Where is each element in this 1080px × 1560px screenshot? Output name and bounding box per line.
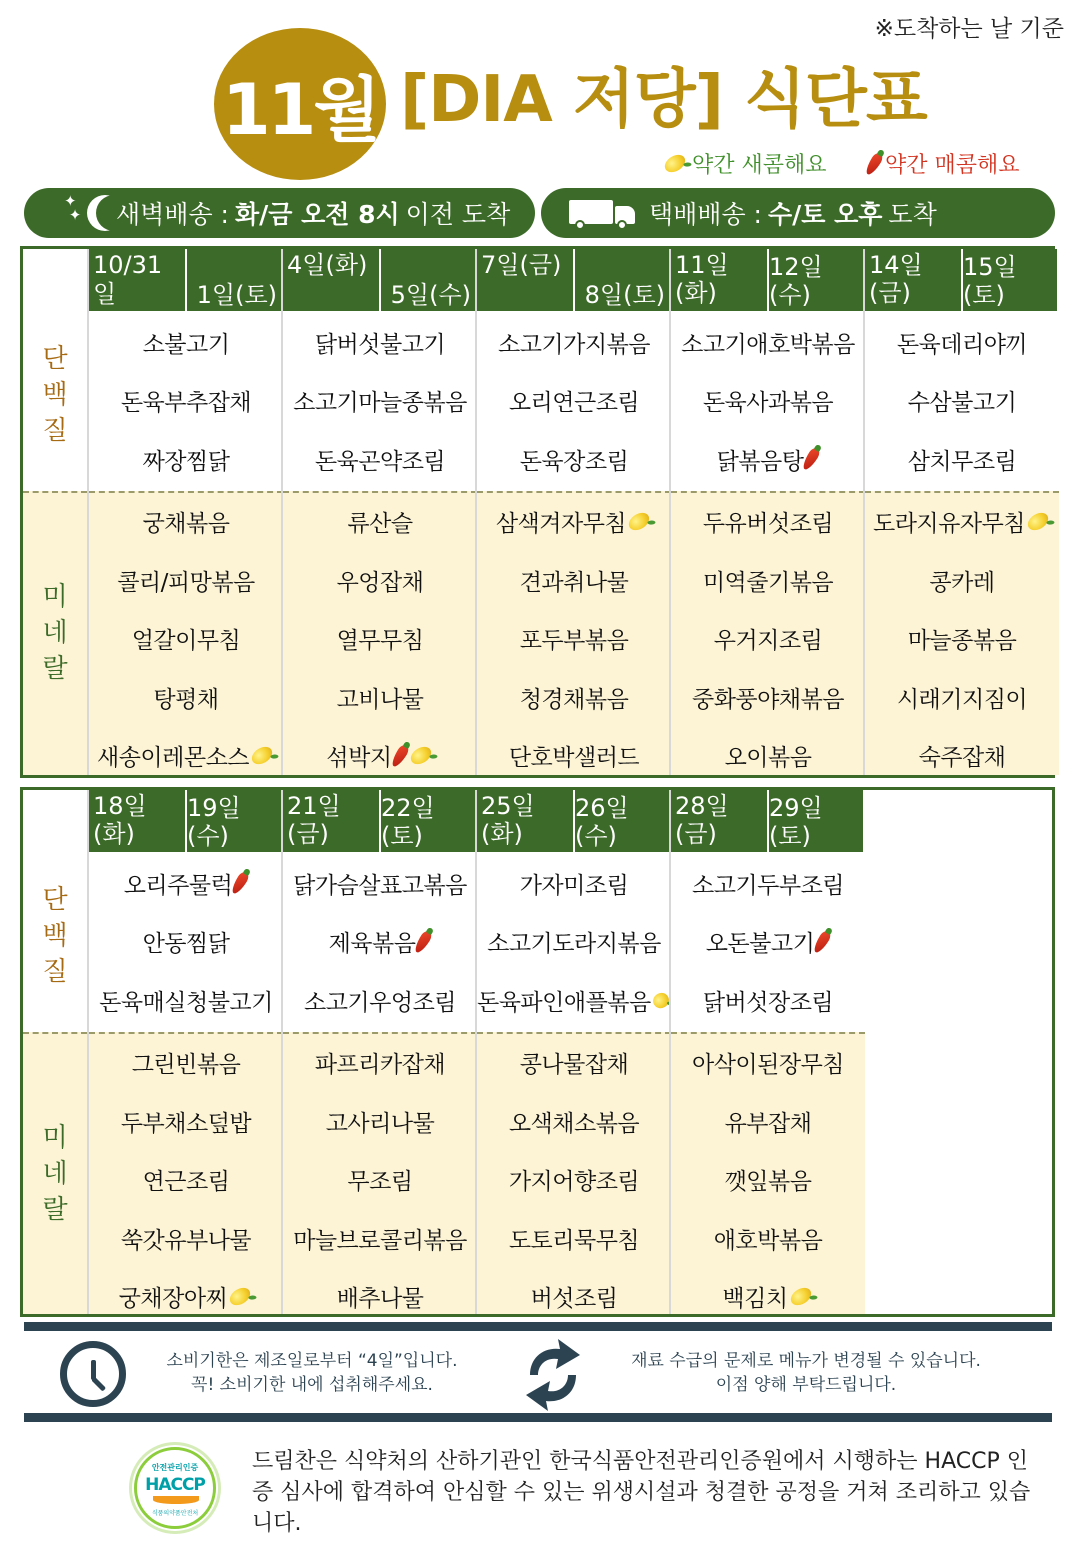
lemon-icon: [227, 1285, 254, 1309]
mineral-menu-item: [283, 1034, 477, 1093]
page-title: [DIA 저당] 식단표: [400, 63, 927, 137]
date-header: [477, 790, 669, 852]
menu-item-name: 두부채소덮밥: [120, 1110, 252, 1137]
mineral-menu-item: [671, 610, 865, 669]
date-header: [671, 790, 863, 852]
parcel-days: 수/토 오후: [767, 200, 883, 229]
protein-menu-item: [671, 971, 865, 1030]
protein-menu-item: [283, 313, 477, 372]
category-label-column: [23, 249, 87, 775]
menu-item-name: 수삼불고기: [907, 390, 1017, 417]
mineral-menu-item: [477, 1092, 671, 1151]
menu-item-name: 소고기도라지볶음: [487, 931, 661, 958]
mineral-menu-item: [89, 1209, 283, 1268]
protein-menu-item: [89, 430, 283, 489]
haccp-bottom-text: 식품의약품안전처: [151, 1510, 199, 1517]
parcel-delivery-date: 26일(수): [575, 794, 629, 850]
category-label-column: [23, 790, 87, 1314]
menu-item-name: 오리주물럭: [123, 872, 233, 899]
mineral-menu-item: [671, 1209, 865, 1268]
info-bar: [24, 1322, 1052, 1422]
mineral-menu-item: [89, 1151, 283, 1210]
menu-item-name: 삼치무조림: [907, 448, 1017, 475]
menu-item-name: 쑥갓유부나물: [120, 1227, 252, 1254]
lemon-icon: [249, 744, 276, 768]
mineral-menu-item: [671, 1034, 865, 1093]
menu-item-name: 배추나물: [336, 1286, 424, 1313]
mineral-menu-item: [477, 1209, 671, 1268]
lemon-icon: [1025, 510, 1052, 534]
mineral-menu-item: [89, 727, 283, 786]
menu-item-name: 오리연근조림: [508, 390, 640, 417]
menu-item-name: 섞박지: [326, 745, 392, 772]
menu-item-name: 돈육데리야끼: [896, 331, 1028, 358]
day-column: [863, 249, 1057, 775]
stars-icon: ✦ ✦: [64, 192, 82, 224]
shelf-life-line2: 꼭! 소비기한 내에 섭취해주세요.: [191, 1375, 433, 1395]
dawn-delivery-date: 28일(금): [675, 792, 729, 848]
protein-menu-item: [671, 430, 865, 489]
menu-item-name: 애호박볶음: [713, 1227, 823, 1254]
dawn-delivery-date: 11일(화): [675, 251, 729, 307]
menu-item-name: 무조림: [347, 1169, 413, 1196]
dawn-delivery-date: 14일(금): [869, 251, 923, 307]
protein-label: 단 백 질: [42, 885, 68, 987]
protein-menu-item: [477, 430, 671, 489]
menu-item-name: 아삭이된장무침: [691, 1052, 845, 1079]
shelf-life-line1: 소비기한은 제조일로부터 “4일”입니다.: [166, 1351, 458, 1371]
day-column: [281, 790, 475, 1314]
menu-item-name: 마늘종볶음: [907, 628, 1017, 655]
menu-item-name: 단호박샐러드: [508, 745, 640, 772]
menu-item-name: 탕평채: [153, 686, 219, 713]
protein-menu-item: [89, 313, 283, 372]
legend-fresh-label: 약간 새콤해요: [692, 153, 827, 178]
month-badge: [214, 28, 386, 180]
chili-pepper-icon: [801, 446, 822, 472]
month-label: 11월: [221, 68, 379, 151]
menu-item-name: 삼색겨자무침: [495, 511, 627, 538]
mineral-menu-item: [89, 493, 283, 552]
protein-menu-item: [865, 430, 1059, 489]
protein-menu-item: [671, 372, 865, 431]
menu-item-name: 열무무침: [336, 628, 424, 655]
lemon-icon: [662, 151, 689, 175]
haccp-logo: [134, 1447, 216, 1529]
mineral-menu-item: [89, 668, 283, 727]
lemon-icon: [787, 1285, 814, 1309]
mineral-menu-item: [477, 727, 671, 786]
menu-item-name: 청경채볶음: [519, 686, 629, 713]
refresh-arrows-icon: [518, 1337, 588, 1413]
menu-item-name: 중화풍야채볶음: [691, 686, 845, 713]
menu-change-note: [596, 1349, 1016, 1397]
protein-menu-item: [283, 430, 477, 489]
menu-item-name: 콜리/피망볶음: [117, 569, 255, 596]
mineral-menu-item: [283, 493, 477, 552]
protein-menu-item: [89, 854, 283, 913]
protein-menu-item: [283, 971, 477, 1030]
dawn-delivery-banner: [24, 188, 535, 238]
legend-fresh: [662, 148, 827, 179]
protein-menu-item: [671, 913, 865, 972]
mineral-menu-item: [477, 1268, 671, 1327]
day-column: [87, 249, 281, 775]
dawn-delivery-date: 7일(금): [481, 251, 562, 279]
menu-item-name: 연근조림: [142, 1169, 230, 1196]
menu-item-name: 닭볶음탕: [716, 448, 804, 475]
menu-item-name: 안동찜닭: [142, 931, 230, 958]
menu-item-name: 오색채소볶음: [508, 1110, 640, 1137]
menu-item-name: 파프리카잡채: [314, 1052, 446, 1079]
date-header: [671, 249, 863, 311]
menu-item-name: 두유버섯조림: [702, 511, 834, 538]
day-column: [281, 249, 475, 775]
mineral-menu-item: [865, 493, 1059, 552]
menu-table-week1: [20, 246, 1055, 778]
date-header: [283, 249, 475, 311]
dawn-delivery-date: 21일(금): [287, 792, 341, 848]
menu-item-name: 미역줄기볶음: [702, 569, 834, 596]
protein-menu-item: [477, 913, 671, 972]
mineral-menu-item: [283, 610, 477, 669]
chili-pepper-icon: [413, 929, 434, 955]
mineral-menu-item: [671, 551, 865, 610]
menu-item-name: 돈육부추잡채: [120, 390, 252, 417]
mineral-menu-item: [89, 551, 283, 610]
mineral-menu-item: [89, 1092, 283, 1151]
menu-item-name: 소고기우엉조림: [303, 989, 457, 1016]
menu-item-name: 백김치: [722, 1286, 788, 1313]
parcel-delivery-date: 5일(수): [390, 281, 471, 309]
protein-menu-item: [89, 913, 283, 972]
legend-spicy: [866, 148, 1020, 179]
parcel-delivery-banner: [541, 188, 1055, 238]
menu-item-name: 짜장찜닭: [142, 448, 230, 475]
mineral-menu-item: [671, 1151, 865, 1210]
menu-item-name: 돈육파인애플볶음: [477, 989, 651, 1016]
menu-item-name: 궁채볶음: [142, 511, 230, 538]
menu-item-name: 얼갈이무침: [131, 628, 241, 655]
mineral-menu-item: [865, 610, 1059, 669]
protein-menu-item: [283, 372, 477, 431]
menu-item-name: 시래기지짐이: [896, 686, 1028, 713]
menu-change-line2: 이점 양해 부탁드립니다.: [715, 1375, 897, 1395]
parcel-label: 택배배송 :: [649, 200, 762, 229]
menu-item-name: 고사리나물: [325, 1110, 435, 1137]
menu-item-name: 콩카레: [929, 569, 995, 596]
menu-item-name: 소고기두부조림: [691, 872, 845, 899]
dawn-delivery-date: 4일(화): [287, 251, 368, 279]
menu-item-name: 소불고기: [142, 331, 230, 358]
parcel-delivery-date: 8일(토): [584, 281, 665, 309]
protein-menu-item: [865, 313, 1059, 372]
day-column: [87, 790, 281, 1314]
menu-item-name: 닭가슴살표고볶음: [293, 872, 467, 899]
protein-menu-item: [477, 971, 671, 1030]
parcel-delivery-date: 29일(토): [769, 794, 823, 850]
menu-item-name: 제육볶음: [328, 931, 416, 958]
menu-item-name: 포두부볶음: [519, 628, 629, 655]
arrival-basis-note: ※도착하는 날 기준: [874, 16, 1064, 42]
date-header: [89, 790, 281, 852]
protein-menu-item: [477, 372, 671, 431]
haccp-main-text: HACCP: [145, 1475, 205, 1495]
mineral-label: 미 네 랄: [42, 581, 68, 684]
dawn-delivery-date: 25일(화): [481, 792, 535, 848]
mineral-menu-item: [865, 727, 1059, 786]
menu-item-name: 소고기가지볶음: [497, 331, 651, 358]
menu-item-name: 돈육장조림: [519, 448, 629, 475]
mineral-menu-item: [477, 668, 671, 727]
mineral-menu-item: [283, 1151, 477, 1210]
mineral-menu-item: [865, 668, 1059, 727]
mineral-label: 미 네 랄: [42, 1122, 68, 1225]
chili-pepper-icon: [230, 870, 251, 896]
day-column: [669, 249, 863, 775]
chili-pepper-icon: [812, 929, 833, 955]
menu-item-name: 견과취나물: [519, 569, 629, 596]
mineral-menu-item: [89, 610, 283, 669]
chili-pepper-icon: [389, 743, 410, 769]
menu-table-week2: [20, 787, 1055, 1317]
menu-item-name: 오돈불고기: [705, 931, 815, 958]
dawn-suffix: 이전 도착: [405, 200, 511, 229]
menu-item-name: 닭버섯불고기: [314, 331, 446, 358]
haccp-top-text: 안전관리인증: [151, 1463, 199, 1472]
menu-item-name: 고비나물: [336, 686, 424, 713]
parcel-delivery-date: 22일(토): [381, 794, 435, 850]
parcel-delivery-date: 15일(토): [963, 253, 1017, 309]
menu-item-name: 도라지유자무침: [872, 511, 1026, 538]
parcel-delivery-date: 19일(수): [187, 794, 241, 850]
menu-change-line1: 재료 수급의 문제로 메뉴가 변경될 수 있습니다.: [631, 1351, 981, 1371]
menu-item-name: 그린빈볶음: [131, 1052, 241, 1079]
mineral-menu-item: [671, 668, 865, 727]
menu-item-name: 버섯조림: [530, 1286, 618, 1313]
date-header: [477, 249, 669, 311]
menu-item-name: 소고기마늘종볶음: [293, 390, 467, 417]
mineral-menu-item: [283, 668, 477, 727]
protein-menu-item: [671, 313, 865, 372]
lemon-icon: [407, 744, 434, 768]
menu-item-name: 류산슬: [347, 511, 413, 538]
haccp-statement: 드림찬은 식약처의 산하기관인 한국식품안전관리인증원에서 시행하는 HACCP 인증 심사에 합격하여 안심할 수 있는 위생시설과 청결한 공정을 거쳐 조리하고 있습니다.: [252, 1449, 1031, 1536]
protein-label: 단 백 질: [42, 344, 68, 446]
dawn-label: 새벽배송 :: [116, 200, 229, 229]
menu-item-name: 우거지조림: [713, 628, 823, 655]
clock-icon: [60, 1341, 126, 1407]
menu-item-name: 우엉잡채: [336, 569, 424, 596]
menu-item-name: 오이볶음: [724, 745, 812, 772]
parcel-delivery-date: 12일(수): [769, 253, 823, 309]
protein-menu-item: [477, 313, 671, 372]
menu-item-name: 궁채장아찌: [118, 1286, 228, 1313]
crescent-moon-icon: [96, 195, 132, 231]
mineral-menu-item: [671, 1092, 865, 1151]
parcel-suffix: 도착: [888, 200, 937, 229]
menu-item-name: 새송이레몬소스: [96, 745, 250, 772]
menu-item-name: 가자미조림: [519, 872, 629, 899]
mineral-menu-item: [283, 551, 477, 610]
date-header: [865, 249, 1057, 311]
dawn-delivery-date: 10/31일: [93, 251, 163, 308]
menu-item-name: 도토리묵무침: [508, 1227, 640, 1254]
dawn-delivery-date: 18일(화): [93, 792, 147, 848]
mineral-menu-item: [477, 551, 671, 610]
protein-menu-item: [283, 913, 477, 972]
dawn-days: 화/금 오전 8시: [234, 200, 400, 229]
day-column: [475, 249, 669, 775]
mineral-menu-item: [283, 1209, 477, 1268]
parcel-delivery-date: 1일(토): [196, 281, 277, 309]
mineral-menu-item: [671, 727, 865, 786]
menu-item-name: 돈육사과볶음: [702, 390, 834, 417]
day-column: [669, 790, 863, 1314]
protein-menu-item: [671, 854, 865, 913]
protein-menu-item: [477, 854, 671, 913]
menu-item-name: 닭버섯장조림: [702, 989, 834, 1016]
day-column: [475, 790, 669, 1314]
lemon-icon: [626, 510, 653, 534]
menu-item-name: 콩나물잡채: [519, 1052, 629, 1079]
menu-item-name: 유부잡채: [724, 1110, 812, 1137]
date-header: [283, 790, 475, 852]
protein-menu-item: [283, 854, 477, 913]
menu-item-name: 돈육매실청불고기: [99, 989, 273, 1016]
mineral-menu-item: [89, 1034, 283, 1093]
legend-spicy-label: 약간 매콤해요: [885, 153, 1020, 178]
mineral-menu-item: [89, 1268, 283, 1327]
mineral-menu-item: [671, 1268, 865, 1327]
protein-menu-item: [865, 372, 1059, 431]
menu-item-name: 깻잎볶음: [724, 1169, 812, 1196]
menu-item-name: 돈육곤약조림: [314, 448, 446, 475]
chili-pepper-icon: [863, 151, 884, 177]
menu-item-name: 소고기애호박볶음: [681, 331, 855, 358]
mineral-menu-item: [477, 610, 671, 669]
menu-item-name: 숙주잡채: [918, 745, 1006, 772]
protein-menu-item: [89, 971, 283, 1030]
mineral-menu-item: [865, 551, 1059, 610]
mineral-menu-item: [283, 727, 477, 786]
shelf-life-note: [152, 1349, 472, 1397]
mineral-menu-item: [671, 493, 865, 552]
mineral-menu-item: [477, 1034, 671, 1093]
protein-menu-item: [89, 372, 283, 431]
menu-item-name: 마늘브로콜리볶음: [293, 1227, 467, 1254]
menu-item-name: 가지어향조림: [508, 1169, 640, 1196]
truck-icon: [569, 200, 637, 228]
mineral-menu-item: [283, 1092, 477, 1151]
mineral-menu-item: [477, 493, 671, 552]
mineral-menu-item: [283, 1268, 477, 1327]
date-header: [89, 249, 281, 311]
mineral-menu-item: [477, 1151, 671, 1210]
